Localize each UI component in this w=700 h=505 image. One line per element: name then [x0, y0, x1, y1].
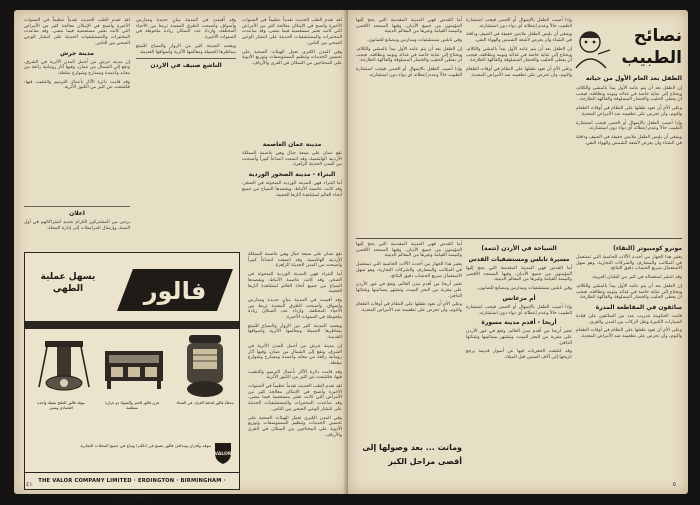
right-page — [348, 10, 688, 494]
ad-slogan: يسهل عملية الطهي — [40, 272, 96, 294]
right-column-3b — [356, 242, 462, 438]
stove-icon — [35, 333, 93, 399]
announcement-box — [24, 206, 130, 251]
right-column-2b — [466, 242, 572, 488]
shield-text: VALOR — [214, 452, 232, 457]
section-heading: السياحة في الأردن (تتمة) — [481, 245, 557, 252]
paragraph: إن الطفل بعد أن يتم عامه الأول يبدأ بالمشي والكلام، ويحتاج إلى عناية خاصة في غذائه ونومه ونظافته. فيجب أن يعطى الحليب والخضار المسلوقة والفاكهة الطازجة. — [576, 86, 682, 103]
paragraph: وإذا أصيب الطفل بالإسهال أو الحمى فيجب استشارة الطبيب حالاً وعدم إعطائه أي دواء دون استشارته. — [466, 304, 572, 316]
valor-advertisement — [24, 252, 240, 500]
left-column-1 — [242, 18, 342, 138]
section-heading: البتراء - مدينة الصخور الوردية — [248, 171, 336, 179]
stove-caption: موقد فالور للطبخ بفتيلة واحدة اقتصادي ومتين — [37, 400, 85, 410]
paragraph: وفي المدن الكبرى تعمل الهيئات الصحية على تحسين الخدمات وتنظيم المستوصفات وتوزيع الأدوية على المحتاجين من السكان في القرى والأرياف. — [248, 415, 342, 438]
paragraph: لقد تقدم الطب الحديث تقدماً عظيماً في السنوات الأخيرة وأصبح في الإمكان معالجة كثير من الأمراض التي كانت تعتبر مستعصية فيما مضى. وقد ساعدت المختبرات والمستشفيات الحديثة على انتشار الوعي الصحي بين الناس. — [248, 384, 342, 412]
paragraph: تقع عمان على سبعة جبال وهي عاصمة المملكة الأردنية الهاشمية، وقد اتسعت اتساعاً كبيراً وأصبحت من المدن الحديثة الزاهرة. — [242, 151, 342, 168]
paragraph: وعلى الأم أن تعود طفلها على النظام في أوقات الطعام والنوم، وأن تحرص على تطعيمه ضد الأمراض المعدية. — [466, 66, 572, 78]
section-heading: أم مزعانس — [502, 294, 536, 302]
paragraph: وقد قامت دائرة الآثار بأعمال الترميم والتنقيب فيها، فكشفت عن كثير من الكنوز الأثرية. — [24, 79, 130, 91]
page-number: ٥ — [672, 481, 676, 488]
paragraph: وينبغي أن يلبس الطفل ملابس خفيفة في الصيف ودافئة في الشتاء وأن يعرض لأشعة الشمس والهواء النقي. — [466, 32, 572, 44]
paragraph: وقد أقيمت في المدينة مبانٍ جديدة ومدارس وأسواق، وأصبحت الطرق المعبدة تربط بين الأحياء المختلفة، وازداد عدد السكان زيادة ملحوظة في السنوات الأخيرة. — [136, 18, 236, 41]
paragraph: وإذا أصيب الطفل بالإسهال أو الحمى فيجب استشارة الطبيب حالاً وعدم إعطائه أي دواء دون استشارته. — [466, 18, 572, 29]
paragraph: تقع عمان على سبعة جبال وهي عاصمة المملكة الأردنية الهاشمية، وقد اتسعت اتساعاً كبيراً وأصبحت من المدن الحديثة الزاهرة. — [248, 252, 342, 269]
article-subtitle: الطفل بعد العام الأول من حياته — [585, 75, 682, 82]
left-column-bottom — [248, 252, 342, 488]
section-heading: الناشع صنيف في الاردن — [150, 62, 222, 70]
right-column-1 — [576, 86, 682, 226]
paragraph: ويقصد المدينة كثير من الزوار والسياح للتمتع بمناظرها الجميلة ومعالمها الأثرية وأسواقها القديمة. — [248, 323, 342, 341]
paragraph: قامت الحكومة بتدريب عدد من السائقين على قيادة السيارات الكبيرة ونقل الركاب بين المدن والقرى. — [576, 313, 682, 325]
divider — [136, 58, 236, 59]
paragraph: إن الطفل بعد أن يتم عامه الأول يبدأ بالمشي والكلام، ويحتاج إلى عناية خاصة في غذائه ونومه ونظافته. فيجب أن يعطى الحليب والخضار المسلوقة والفاكهة الطازجة. — [466, 46, 572, 64]
paragraph: إن مدينة جرش من أجمل المدن الأثرية في الشرق، وتقع إلى الشمال من عمان، وفيها آثار رومانية رائعة من معابد وأعمدة ومسارح وشوارع مبلطة. — [248, 343, 342, 366]
left-column-2 — [136, 18, 236, 250]
section-heading: سائقون في المقاطعة المدرة — [595, 303, 682, 311]
paragraph: وفي المدن الكبرى تعمل الهيئات الصحية على تحسين الخدمات وتنظيم المستوصفات وتوزيع الأدوية على المحتاجين من السكان في القرى والأرياف. — [242, 49, 342, 66]
paragraph: وقد كشفت الحفريات فيها عن أسوار قديمة يرجع تاريخها إلى آلاف السنين قبل الميلاد. — [466, 349, 572, 361]
title-line-2: الطبيب — [621, 48, 682, 68]
paragraph: وعلى الأم أن تعود طفلها على النظام في أوقات الطعام والنوم، وأن تحرص على تطعيمه ضد الأمراض المعدية. — [576, 106, 682, 117]
paragraph: وعلى الأم أن تعود طفلها على النظام في أوقات الطعام والنوم، وأن تحرص على تطعيمه ضد الأمراض المعدية. — [356, 302, 462, 314]
paragraph: إن الطفل بعد أن يتم عامه الأول يبدأ بالمشي والكلام، ويحتاج إلى عناية خاصة في غذائه ونومه ونظافته. فيجب أن يعطى الحليب والخضار المسلوقة والفاكهة الطازجة. — [356, 46, 462, 64]
paragraph: تعتبر أريحا من أقدم مدن العالم، وتقع في غور الأردن على مقربة من البحر الميت، وتشتهر ببساتينها وشتائها الدافئ. — [466, 329, 572, 346]
announcement-heading: اعلان — [69, 210, 85, 217]
ad-footer-arabic: موقد وأفران ومدافئ فالور تصنع في انكلترا وتباع في جميع المحلات التجارية — [80, 443, 211, 448]
valor-logo-banner — [111, 267, 235, 313]
closing-headline-line-2: أقصى مراحل الكبر — [388, 457, 462, 466]
paragraph: أما القدس فهي المدينة المقدسة التي يحج إليها المؤمنون من جميع الأديان، وفيها المسجد الأقصى وكنيسة القيامة وغيرها من المعالم الدينية. — [466, 266, 572, 283]
ad-dark-band — [25, 321, 239, 329]
paragraph: لقد تقدم الطب الحديث تقدماً عظيماً في السنوات الأخيرة وأصبح في الإمكان معالجة كثير من الأمراض التي كانت تعتبر مستعصية فيما مضى. وقد ساعدت المختبرات والمستشفيات الحديثة على انتشار الوعي الصحي بين الناس. — [24, 18, 130, 46]
paragraph: وإذا أصيب الطفل بالإسهال أو الحمى فيجب استشارة الطبيب حالاً وعدم إعطائه أي دواء دون استشارته. — [576, 120, 682, 132]
right-column-1b — [576, 242, 682, 488]
right-column-3 — [356, 18, 462, 238]
paragraph: يعتبر هذا الجهاز من أحدث الآلات الحاسبة التي تستعمل في المكاتب والمصارف والشركات التجارية، وهو سهل الاستعمال سريع الحساب دقيق النتائج. — [576, 255, 682, 272]
paragraph: يعتبر هذا الجهاز من أحدث الآلات الحاسبة التي تستعمل في المكاتب والمصارف والشركات التجارية، وهو سهل الاستعمال سريع الحساب دقيق النتائج. — [356, 262, 462, 279]
right-column-2 — [466, 18, 572, 238]
oven-icon — [101, 345, 167, 391]
oven-caption: فرن فالور للخبز والشواء ذو حرارة منتظمة — [105, 400, 159, 410]
paragraph: وعلى الأم أن تعود طفلها على النظام في أوقات الطعام والنوم، وأن تحرص على تطعيمه ضد الأمراض المعدية. — [576, 328, 682, 340]
section-heading: أريحا - أقدم مدينة مسورة — [481, 319, 557, 327]
horizontal-divider — [356, 238, 682, 239]
paragraph: أما البتراء فهي المدينة الوردية المنحوتة في الصخر، وقد كانت عاصمة الأنباط، ويقصدها السياح من جميع أنحاء العالم لمشاهدة آثارها العجيبة. — [242, 181, 342, 198]
paragraph: أما القدس فهي المدينة المقدسة التي يحج إليها المؤمنون من جميع الأديان، وفيها المسجد الأقصى وكنيسة القيامة وغيرها من المعالم الدينية. — [356, 18, 462, 35]
page-number: ٤١ — [26, 481, 33, 488]
section-heading: مدينة جرش — [60, 49, 94, 57]
paragraph: وقد أقيمت في المدينة مبانٍ جديدة ومدارس وأسواق، وأصبحت الطرق المعبدة تربط بين الأحياء المختلفة، وازداد عدد السكان زيادة ملحوظة في السنوات الأخيرة. — [248, 297, 342, 321]
ad-company-line: THE VALOR COMPANY LIMITED · ERDINGTON · BIRMINGHAM · ENGLAND — [25, 472, 239, 489]
paragraph: وقد انتشر استعماله في كثير من البلدان العربية. — [591, 275, 682, 281]
brand-name: فالور — [143, 277, 207, 305]
doctor-illustration-icon — [568, 24, 614, 70]
paragraph: وإذا أصيب الطفل بالإسهال أو الحمى فيجب استشارة الطبيب حالاً وعدم إعطائه أي دواء دون استشارته. — [356, 66, 462, 78]
valor-shield-icon — [213, 441, 233, 465]
heater-icon — [181, 333, 229, 399]
paragraph: تعتبر أريحا من أقدم مدن العالم، وتقع في غور الأردن على مقربة من البحر الميت، وتشتهر ببساتينها وشتائها الدافئ. — [356, 282, 462, 299]
paragraph: أما القدس فهي المدينة المقدسة التي يحج إليها المؤمنون من جميع الأديان، وفيها المسجد الأقصى وكنيسة القيامة وغيرها من المعالم الدينية. — [356, 242, 462, 259]
paragraph: وفي نابلس مستشفيات ومدارس ومصانع للصابون. — [476, 286, 572, 292]
paragraph: إن الطفل بعد أن يتم عامه الأول يبدأ بالمشي والكلام، ويحتاج إلى عناية خاصة في غذائه ونومه ونظافته. فيجب أن يعطى الحليب والخضار المسلوقة والفاكهة الطازجة. — [576, 283, 682, 301]
section-heading: مونرو كومبيوتر (النقاء) — [613, 245, 682, 252]
title-line-1: نصائح — [633, 26, 682, 46]
section-heading: مسيرة تابلس ومستشفيات القدس — [468, 256, 570, 263]
paragraph: لقد تقدم الطب الحديث تقدماً عظيماً في السنوات الأخيرة وأصبح في الإمكان معالجة كثير من الأمراض التي كانت تعتبر مستعصية فيما مضى. وقد ساعدت المختبرات والمستشفيات الحديثة على انتشار الوعي الصحي بين الناس. — [242, 18, 342, 46]
closing-headline-line-1: وماتت ... بعد وصولها إلى — [362, 443, 462, 452]
paragraph: وينبغي أن يلبس الطفل ملابس خفيفة في الصيف ودافئة في الشتاء وأن يعرض لأشعة الشمس والهواء النقي. — [576, 134, 682, 146]
paragraph: إن مدينة جرش من أجمل المدن الأثرية في الشرق، وتقع إلى الشمال من عمان، وفيها آثار رومانية رائعة من معابد وأعمدة ومسارح وشوارع مبلطة. — [24, 59, 130, 76]
left-column-1b — [242, 138, 342, 248]
paragraph: ويقصد المدينة كثير من الزوار والسياح للتمتع بمناظرها الجميلة ومعالمها الأثرية وأسواقها القديمة. — [136, 43, 236, 55]
paragraph: وقد قامت دائرة الآثار بأعمال الترميم والتنقيب فيها، فكشفت عن كثير من الكنوز الأثرية. — [248, 369, 342, 381]
paragraph: وفي نابلس مستشفيات ومدارس ومصانع للصابون. — [366, 38, 462, 44]
announcement-text: يرجى من المشتركين الكرام تجديد اشتراكاتهم في أول السنة، وإرسال المراسلات إلى إدارة المجلة. — [24, 220, 130, 231]
heater-caption: مدفأة فالور لتدفئة الغرف في الشتاء — [176, 400, 234, 405]
left-page — [14, 10, 348, 500]
section-heading: مدينة عمان العاصمة — [262, 141, 322, 148]
paragraph: أما البتراء فهي المدينة الوردية المنحوتة في الصخر، وقد كانت عاصمة الأنباط، ويقصدها السياح من جميع أنحاء العالم لمشاهدة آثارها العجيبة. — [248, 272, 342, 295]
